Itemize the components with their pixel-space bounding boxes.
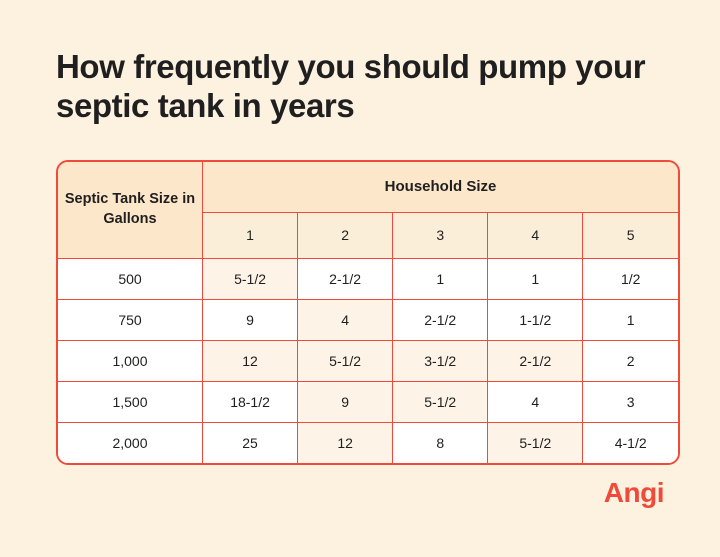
- cell-value: 5-1/2: [298, 340, 393, 381]
- cell-value: 4-1/2: [583, 422, 678, 463]
- cell-value: 2-1/2: [393, 299, 488, 340]
- table-row: [58, 422, 678, 463]
- cell-value: 1: [583, 299, 678, 340]
- cell-value: 3: [583, 381, 678, 422]
- cell-value: 4: [488, 381, 583, 422]
- row-label: 1,000: [58, 340, 203, 381]
- table-row: [58, 299, 678, 340]
- cell-value: 1: [488, 258, 583, 299]
- row-label: 1,500: [58, 381, 203, 422]
- cell-value: 8: [393, 422, 488, 463]
- cell-value: 9: [203, 299, 298, 340]
- table-body: [58, 258, 678, 463]
- column-header-2: 2: [298, 212, 393, 258]
- angi-logo: Angi: [603, 477, 664, 508]
- column-header-1: 1: [203, 212, 298, 258]
- row-label: 500: [58, 258, 203, 299]
- column-header-5: 5: [583, 212, 678, 258]
- cell-value: 2: [583, 340, 678, 381]
- column-header-3: 3: [393, 212, 488, 258]
- septic-pump-frequency-table: [56, 160, 680, 465]
- row-label: 2,000: [58, 422, 203, 463]
- cell-value: 5-1/2: [203, 258, 298, 299]
- cell-value: 9: [298, 381, 393, 422]
- cell-value: 1-1/2: [488, 299, 583, 340]
- corner-header: Septic Tank Size in Gallons: [58, 162, 203, 259]
- table-row: [58, 340, 678, 381]
- cell-value: 2-1/2: [488, 340, 583, 381]
- table-header: [58, 162, 678, 259]
- table-row: [58, 258, 678, 299]
- table-row: [58, 381, 678, 422]
- group-header-household-size: Household Size: [203, 162, 679, 212]
- cell-value: 12: [203, 340, 298, 381]
- cell-value: 3-1/2: [393, 340, 488, 381]
- table-header-row-group: [58, 162, 678, 212]
- row-label: 750: [58, 299, 203, 340]
- column-header-4: 4: [488, 212, 583, 258]
- cell-value: 25: [203, 422, 298, 463]
- cell-value: 4: [298, 299, 393, 340]
- cell-value: 18-1/2: [203, 381, 298, 422]
- data-table: [58, 162, 678, 463]
- cell-value: 5-1/2: [393, 381, 488, 422]
- page-title: How frequently you should pump your septic tank in years: [56, 48, 646, 124]
- cell-value: 1: [393, 258, 488, 299]
- cell-value: 2-1/2: [298, 258, 393, 299]
- cell-value: 5-1/2: [488, 422, 583, 463]
- cell-value: 1/2: [583, 258, 678, 299]
- cell-value: 12: [298, 422, 393, 463]
